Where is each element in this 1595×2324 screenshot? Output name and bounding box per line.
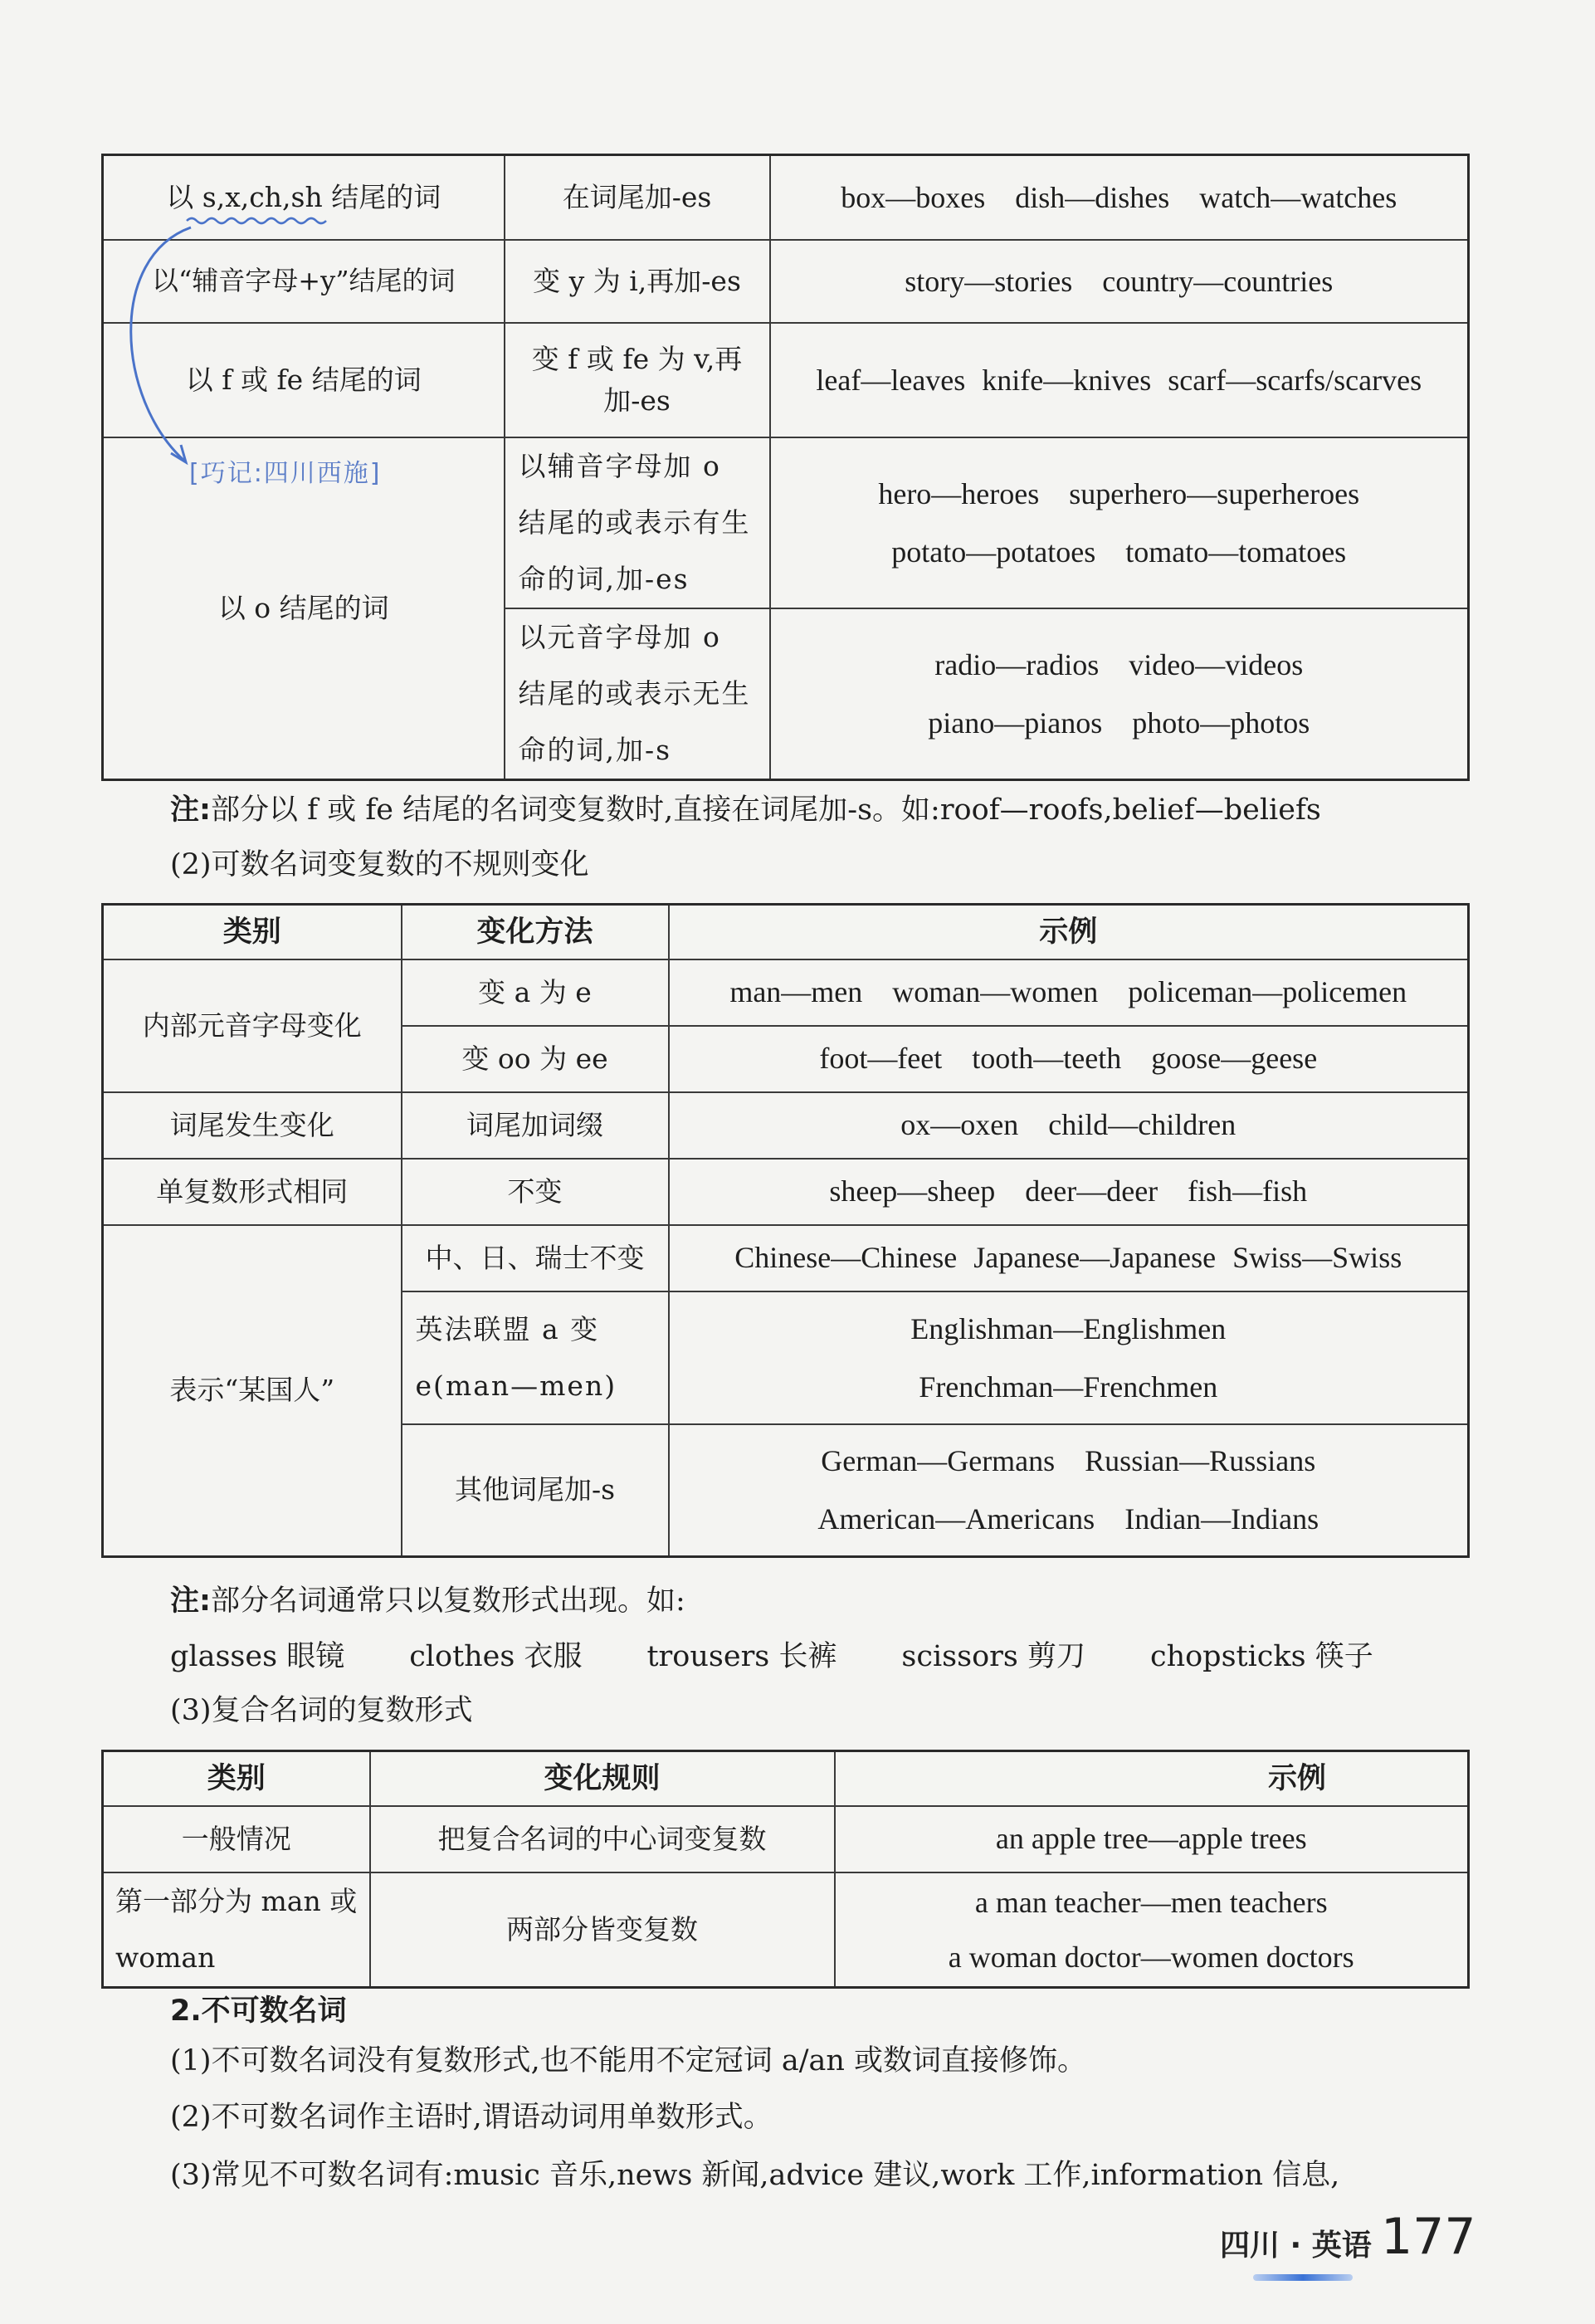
example: scarf—scarfs/scarves — [1168, 363, 1422, 397]
cell-method: 词尾加词缀 — [402, 1092, 669, 1159]
cell-examples — [669, 1026, 1469, 1092]
table-irregular-plural — [101, 903, 1470, 1558]
cell-method: 在词尾加-es — [505, 155, 770, 240]
cell-method: 以辅音字母加 o 结尾的或表示有生命的词,加-es — [505, 437, 770, 608]
example: story—stories — [905, 264, 1073, 298]
cell-examples — [770, 323, 1469, 437]
footer-decoration — [1253, 2274, 1353, 2281]
section-point: (3)常见不可数名词有:music 音乐,news 新闻,advice 建议,work 工作,information 信息, — [170, 2159, 1340, 2192]
example: photo—photos — [1132, 706, 1310, 740]
example: Russian—Russians — [1085, 1444, 1316, 1478]
cell-category: 以“辅音字母+y”结尾的词 — [103, 240, 505, 323]
list-item: glasses 眼镜 — [170, 1640, 345, 1673]
cell-rule: 两部分皆变复数 — [370, 1872, 835, 1988]
example: policeman—policemen — [1128, 974, 1407, 1008]
cell-examples — [669, 1092, 1469, 1159]
table-row — [103, 1159, 1469, 1225]
example: Chinese—Chinese — [734, 1240, 958, 1274]
example: hero—heroes — [878, 476, 1040, 510]
column-header: 示例 — [835, 1751, 1469, 1806]
heading-compound: (3)复合名词的复数形式 — [170, 1694, 473, 1727]
cell-method: 变 y 为 i,再加-es — [505, 240, 770, 323]
example: knife—knives — [982, 363, 1152, 397]
example: German—Germans — [821, 1444, 1056, 1478]
cell-examples — [669, 1225, 1469, 1291]
list-item: scissors 剪刀 — [901, 1640, 1085, 1673]
example: deer—deer — [1025, 1174, 1158, 1208]
cell-method: 以元音字母加 o 结尾的或表示无生命的词,加-s — [505, 608, 770, 780]
cell-examples — [669, 1424, 1469, 1557]
example: dish—dishes — [1015, 180, 1170, 214]
table-compound-plural — [101, 1750, 1470, 1989]
example: American—Americans — [817, 1502, 1095, 1536]
cell-examples — [669, 959, 1469, 1026]
example: fish—fish — [1188, 1174, 1308, 1208]
cell-method: 中、日、瑞士不变 — [402, 1225, 669, 1291]
example: foot—feet — [819, 1041, 943, 1075]
cell-method: 变 f 或 fe 为 v,再加-es — [505, 323, 770, 437]
section-point: (2)不可数名词作主语时,谓语动词用单数形式。 — [170, 2101, 773, 2134]
example: potato—potatoes — [891, 535, 1096, 569]
example: superhero—superheroes — [1069, 476, 1360, 510]
column-header: 类别 — [103, 905, 402, 959]
cell-category: 表示“某国人” — [103, 1225, 402, 1557]
example: woman—women — [892, 974, 1099, 1008]
cell-examples — [770, 240, 1469, 323]
example: sheep—sheep — [829, 1174, 996, 1208]
table-header-row — [103, 1751, 1469, 1806]
cell-method: 其他词尾加-s — [402, 1424, 669, 1557]
cell-category: 以 o 结尾的词 — [103, 437, 505, 780]
example: radio—radios — [934, 647, 1100, 681]
example: leaf—leaves — [816, 363, 966, 397]
cell-method: 变 oo 为 ee — [402, 1026, 669, 1092]
cell-method: 变 a 为 e — [402, 959, 669, 1026]
heading-irregular: (2)可数名词变复数的不规则变化 — [170, 848, 589, 881]
example: tooth—teeth — [972, 1041, 1122, 1075]
example: a woman doctor—women doctors — [948, 1940, 1354, 1974]
example: Japanese—Japanese — [973, 1240, 1217, 1274]
list-item: trousers 长裤 — [646, 1640, 837, 1673]
example: country—countries — [1102, 264, 1334, 298]
cell-examples — [669, 1159, 1469, 1225]
example: watch—watches — [1199, 180, 1397, 214]
cell-category: 单复数形式相同 — [103, 1159, 402, 1225]
cell-examples — [835, 1872, 1469, 1988]
section-title: 2.不可数名词 — [170, 1994, 347, 2028]
table-row — [103, 1872, 1469, 1988]
cell-method: 英法联盟 a 变 e(man—men) — [402, 1291, 669, 1424]
table-row — [103, 959, 1469, 1026]
example: Indian—Indians — [1124, 1502, 1319, 1536]
example: video—videos — [1129, 647, 1304, 681]
example: Swiss—Swiss — [1232, 1240, 1402, 1274]
note-text: 部分以 f 或 fe 结尾的名词变复数时,直接在词尾加-s。如:roof—roofs,belief—beliefs — [211, 793, 1321, 827]
plural-only-list — [170, 1639, 1438, 1674]
cell-method: 不变 — [402, 1159, 669, 1225]
cell-category: 以 f 或 fe 结尾的词 — [103, 323, 505, 437]
column-header: 示例 — [669, 905, 1469, 959]
list-item: chopsticks 筷子 — [1149, 1640, 1373, 1673]
note-2 — [170, 1584, 685, 1618]
page-number: 177 — [1381, 2208, 1476, 2266]
note-label: 注: — [170, 793, 211, 827]
example: goose—geese — [1151, 1041, 1318, 1075]
note-label: 注: — [170, 1584, 211, 1618]
table-row — [103, 1092, 1469, 1159]
example: ox—oxen — [900, 1107, 1019, 1141]
cell-category: 以 s,x,ch,sh 结尾的词 — [103, 155, 505, 240]
example: a man teacher—men teachers — [974, 1885, 1328, 1919]
cell-rule: 把复合名词的中心词变复数 — [370, 1806, 835, 1872]
note-text: 部分名词通常只以复数形式出现。如: — [211, 1584, 685, 1618]
cell-examples — [770, 155, 1469, 240]
cell-examples — [770, 608, 1469, 780]
cell-category: 内部元音字母变化 — [103, 959, 402, 1092]
example: tomato—tomatoes — [1125, 535, 1347, 569]
table-row — [103, 1806, 1469, 1872]
table-header-row — [103, 905, 1469, 959]
cell-category: 词尾发生变化 — [103, 1092, 402, 1159]
table-row — [103, 1225, 1469, 1291]
cell-category: 一般情况 — [103, 1806, 370, 1872]
annotation-arrow-icon — [108, 208, 340, 481]
cell-example: an apple tree—apple trees — [835, 1806, 1469, 1872]
memo-note: [巧记:四川西施] — [189, 459, 382, 488]
footer-subject: 四川 · 英语 — [1220, 2229, 1372, 2263]
list-item: clothes 衣服 — [409, 1640, 583, 1673]
example: man—men — [729, 974, 863, 1008]
example: Frenchman—Frenchmen — [919, 1370, 1218, 1404]
example: child—children — [1048, 1107, 1236, 1141]
cell-category: 第一部分为 man 或 woman — [103, 1872, 370, 1988]
example: box—boxes — [841, 180, 986, 214]
example: Englishman—Englishmen — [910, 1311, 1227, 1345]
note-1 — [170, 793, 1321, 828]
column-header: 变化规则 — [370, 1751, 835, 1806]
cell-examples — [770, 437, 1469, 608]
column-header: 类别 — [103, 1751, 370, 1806]
cell-examples — [669, 1291, 1469, 1424]
column-header: 变化方法 — [402, 905, 669, 959]
section-point: (1)不可数名词没有复数形式,也不能用不定冠词 a/an 或数词直接修饰。 — [170, 2044, 1087, 2077]
example: piano—pianos — [928, 706, 1103, 740]
